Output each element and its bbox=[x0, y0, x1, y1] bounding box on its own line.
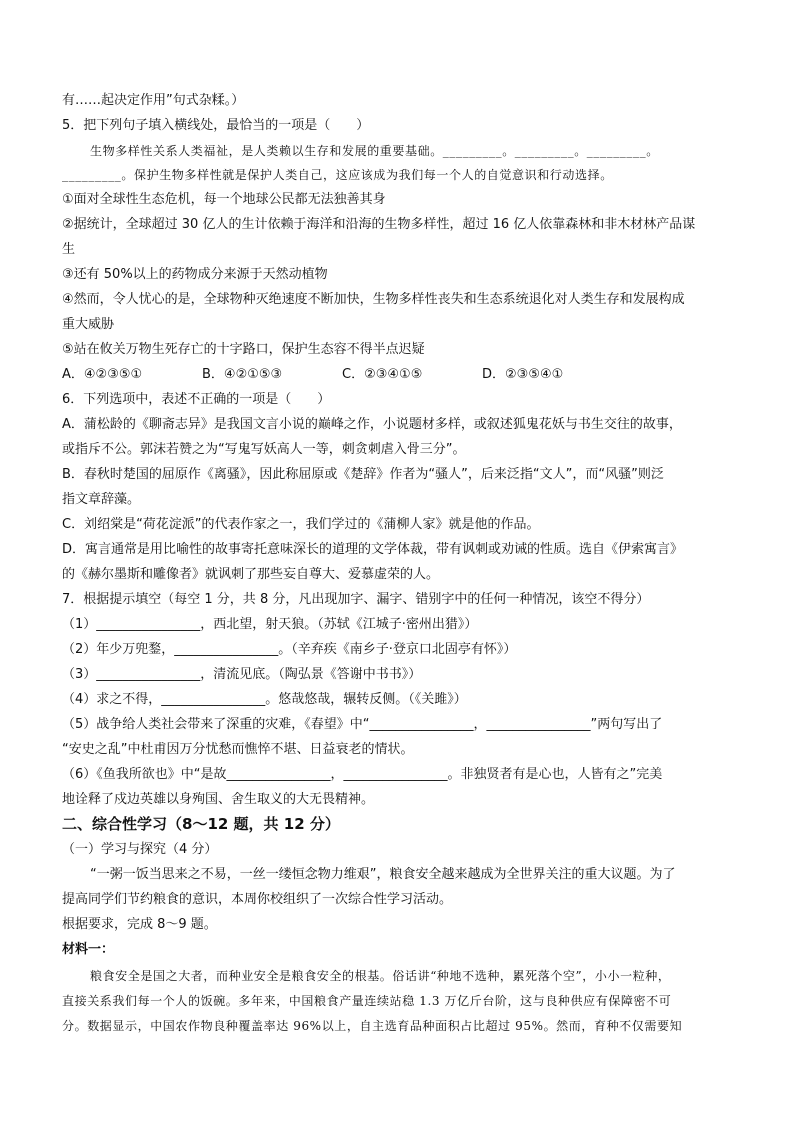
q6-option-b: B．春秋时楚国的屈原作《离骚》，因此称屈原或《楚辞》作者为“骚人”，后来泛指“文人”，而“风骚”则泛 bbox=[62, 467, 664, 482]
material-1-line: 分。数据显示，中国农作物良种覆盖率达 96%以上，自主选育品种面积占比超过 95%。然而，育种不仅需要知 bbox=[62, 1019, 683, 1033]
q7-blank-6: （6）《鱼我所欲也》中“是故________________，________________。非独贤者有是心也，人皆有之”完美 bbox=[62, 767, 663, 782]
q5-passage-line: _________。保护生物多样性就是保护人类自己，这应该成为我们每一个人的自觉意识和行动选择。 bbox=[62, 168, 613, 182]
q7-blank-5: （5）战争给人类社会带来了深重的灾难，《春望》中“________________，________________”两句写出了 bbox=[62, 717, 663, 732]
subsection-1-heading: （一）学习与探究（4 分） bbox=[62, 842, 218, 857]
q7-blank-6-cont: 地诠释了戍边英雄以身殉国、舍生取义的大无畏精神。 bbox=[62, 792, 375, 807]
q5-options bbox=[62, 366, 742, 384]
q5-sentence-4-cont: 重大威胁 bbox=[62, 317, 115, 332]
q5-sentence-2: ②据统计，全球超过 30 亿人的生计依赖于海洋和沿海的生物多样性，超过 16 亿人依靠森林和非木材林产品谋 bbox=[62, 217, 696, 232]
material-1-line: 粮食安全是国之大者，而种业安全是粮食安全的根基。俗话讲“种地不选种，累死落个空”，小小一粒种， bbox=[90, 969, 671, 983]
q5-passage-line: 生物多样性关系人类福祉，是人类赖以生存和发展的重要基础。_________。_________。_________。 bbox=[90, 144, 659, 158]
q7-blank-2: （2）年少万兜鍪，________________。（辛弃疾《南乡子·登京口北固亭有怀》） bbox=[62, 642, 517, 657]
q5-option-d: D．②③⑤④① bbox=[482, 367, 564, 382]
question-5-stem: 5．把下列句子填入横线处，最恰当的一项是（ ） bbox=[62, 118, 370, 133]
q6-option-d-cont: 的《赫尔墨斯和雕像者》就讽刺了那些妄自尊大、爱慕虚荣的人。 bbox=[62, 567, 440, 582]
q5-option-b: B．④②①⑤③ bbox=[202, 367, 283, 382]
material-1-line: 直接关系我们每一个人的饭碗。多年来，中国粮食产量连续站稳 1.3 万亿斤台阶，这与良种供应有保障密不可 bbox=[62, 994, 672, 1008]
q7-blank-1: （1）________________，西北望，射天狼。（苏轼《江城子·密州出猎》） bbox=[62, 617, 478, 632]
q6-option-a: A．蒲松龄的《聊斋志异》是我国文言小说的巅峰之作，小说题材多样，或叙述狐鬼花妖与书生交往的故事， bbox=[62, 417, 682, 432]
text-line: 有……起决定作用”句式杂糅。） bbox=[62, 93, 245, 108]
q5-sentence-2-cont: 生 bbox=[62, 242, 76, 257]
intro-line: “一粥一饭当思来之不易，一丝一缕恒念物力维艰”，粮食安全越来越成为全世界关注的重大议题。为了 bbox=[90, 867, 676, 882]
q7-blank-5-cont: “安史之乱”中杜甫因万分忧愁而憔悴不堪、日益衰老的情状。 bbox=[62, 742, 414, 757]
q7-blank-4: （4）求之不得，________________。悠哉悠哉，辗转反侧。（《关雎》） bbox=[62, 692, 467, 707]
q6-option-c: C．刘绍棠是“荷花淀派”的代表作家之一，我们学过的《蒲柳人家》就是他的作品。 bbox=[62, 517, 540, 532]
q6-option-d: D．寓言通常是用比喻性的故事寄托意味深长的道理的文学体裁，带有讽刺或劝诫的性质。选自《伊索寓言》 bbox=[62, 542, 684, 557]
q6-option-a-cont: 或指斥不公。郭沫若赞之为“写鬼写妖高人一等，刺贪刺虐入骨三分”。 bbox=[62, 442, 466, 457]
q5-sentence-5: ⑤站在攸关万物生死存亡的十字路口，保护生态容不得半点迟疑 bbox=[62, 342, 425, 357]
q6-option-b-cont: 指文章辞藻。 bbox=[62, 492, 141, 507]
intro-line: 提高同学们节约粮食的意识，本周你校组织了一次综合性学习活动。 bbox=[62, 892, 453, 907]
material-1-heading: 材料一： bbox=[62, 942, 115, 957]
instruction-line: 根据要求，完成 8～9 题。 bbox=[62, 917, 217, 932]
q7-blank-3: （3）________________，清流见底。（陶弘景《答谢中书书》） bbox=[62, 667, 422, 682]
question-7-stem: 7．根据提示填空（每空 1 分，共 8 分，凡出现加字、漏字、错别字中的任何一种情况，该空不得分） bbox=[62, 592, 650, 607]
q5-sentence-3: ③还有 50%以上的药物成分来源于天然动植物 bbox=[62, 267, 328, 282]
q5-sentence-1: ①面对全球性生态危机，每一个地球公民都无法独善其身 bbox=[62, 192, 386, 207]
section-2-heading: 二、综合性学习（8～12 题，共 12 分） bbox=[62, 815, 340, 833]
q5-sentence-4: ④然而，令人忧心的是，全球物种灭绝速度不断加快，生物多样性丧失和生态系统退化对人类生存和发展构成 bbox=[62, 292, 685, 307]
q5-option-c: C．②③④①⑤ bbox=[342, 367, 423, 382]
q5-option-a: A．④②③⑤① bbox=[62, 367, 143, 382]
question-6-stem: 6．下列选项中，表述不正确的一项是（ ） bbox=[62, 392, 331, 407]
